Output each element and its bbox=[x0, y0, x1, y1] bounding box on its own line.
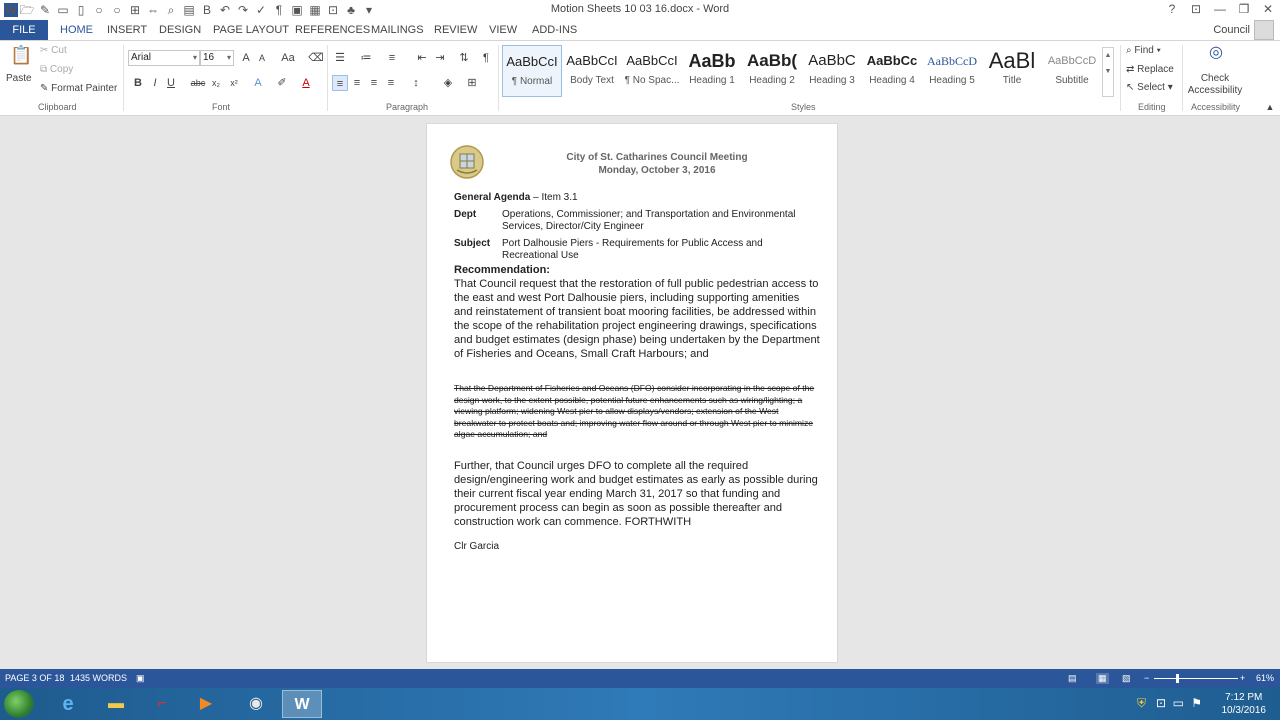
style-heading-4[interactable]: AaBbCc Heading 4 bbox=[866, 53, 918, 86]
status-bar bbox=[0, 669, 1280, 688]
indent-icon[interactable]: ⇔ bbox=[147, 3, 159, 17]
paste-icon[interactable]: 📋 bbox=[10, 45, 33, 65]
word-taskbar-icon[interactable]: W bbox=[282, 690, 322, 718]
circle-icon[interactable]: ○ bbox=[95, 3, 103, 17]
proofing-icon[interactable]: ▣ bbox=[136, 673, 145, 683]
subject-value: Port Dalhousie Piers - Requirements for Public Access and Recreational Use bbox=[502, 238, 763, 261]
line-spacing-icon[interactable]: ↕ bbox=[413, 77, 419, 89]
numbering-icon[interactable]: ≔ bbox=[360, 52, 372, 64]
minimize-icon[interactable]: — bbox=[1214, 2, 1226, 16]
justify-icon[interactable]: ≡ bbox=[387, 77, 395, 89]
title-bar bbox=[0, 0, 1280, 20]
divider bbox=[1120, 45, 1121, 111]
accessibility-check-icon[interactable]: ◎ bbox=[1209, 44, 1223, 61]
avatar[interactable] bbox=[1254, 20, 1274, 40]
accessibility-group-label: Accessibility bbox=[1191, 102, 1241, 112]
style-subtitle[interactable]: AaBbCcD Subtitle bbox=[1047, 55, 1097, 86]
paint-brush-icon[interactable]: ✎ bbox=[39, 3, 51, 17]
page-count[interactable]: PAGE 3 OF 18 bbox=[5, 673, 65, 683]
italic-button[interactable]: I bbox=[153, 77, 157, 89]
spelling-check-icon[interactable]: ✓ bbox=[255, 3, 267, 17]
system-clock[interactable] bbox=[1222, 691, 1267, 717]
bold-icon[interactable]: B bbox=[202, 3, 211, 17]
align-center-icon[interactable]: ≡ bbox=[353, 77, 361, 89]
font-size-combo[interactable]: 16 ▾ bbox=[200, 50, 234, 66]
bullets-icon[interactable]: ☰ bbox=[335, 52, 345, 64]
signer: Clr Garcia bbox=[454, 541, 500, 552]
open-folder-icon[interactable]: 🗁 bbox=[19, 3, 35, 17]
dept-value: Operations, Commissioner; and Transportation and Environmental Services, Director/City Engineer bbox=[502, 209, 796, 232]
styles-scroll[interactable]: ▲ ▼ bbox=[1102, 47, 1114, 97]
web-layout-icon[interactable]: ▧ bbox=[1122, 673, 1131, 683]
styles-gallery bbox=[500, 45, 1100, 97]
print-layout-icon[interactable]: ▦ bbox=[1098, 673, 1107, 683]
flag-icon[interactable]: ⚑ bbox=[1191, 696, 1202, 710]
document-page[interactable] bbox=[426, 123, 838, 663]
tab-view[interactable]: VIEW bbox=[489, 24, 518, 36]
network-icon[interactable]: ⊡ bbox=[1155, 696, 1166, 710]
clipboard-group-label: Clipboard bbox=[38, 102, 77, 112]
replace-button[interactable]: ⇄ Replace bbox=[1126, 64, 1174, 75]
style-heading-3[interactable]: AaBbC Heading 3 bbox=[808, 52, 856, 86]
taskbar bbox=[0, 688, 1280, 720]
clock-time: 7:12 PM bbox=[1225, 692, 1263, 703]
tab-review[interactable]: REVIEW bbox=[434, 24, 478, 36]
increase-indent-icon[interactable]: ⇥ bbox=[435, 52, 445, 64]
subject-label: Subject bbox=[454, 238, 491, 249]
meeting-title: City of St. Catharines Council Meeting bbox=[566, 152, 748, 163]
tab-insert[interactable]: INSERT bbox=[107, 24, 148, 36]
page-icon[interactable]: ▯ bbox=[77, 3, 85, 17]
font-name-combo[interactable]: Arial ▾ bbox=[128, 50, 200, 66]
style-normal[interactable]: AaBbCcI ¶ Normal bbox=[502, 45, 562, 97]
divider bbox=[1182, 45, 1183, 111]
find-button[interactable]: ⌕ Find ▾ bbox=[1126, 45, 1161, 56]
zoom-level[interactable]: 61% bbox=[1256, 673, 1275, 683]
ribbon-display-icon[interactable]: ⊡ bbox=[1190, 2, 1202, 16]
copy-button[interactable]: ⧉ Copy bbox=[40, 64, 74, 75]
ribbon bbox=[0, 40, 1280, 116]
zoom-page-icon[interactable]: ⊡ bbox=[327, 3, 339, 17]
clock-date: 10/3/2016 bbox=[1221, 705, 1266, 716]
recommendation-label: Recommendation: bbox=[454, 264, 550, 276]
dept-label: Dept bbox=[454, 209, 477, 220]
window-controls bbox=[1160, 0, 1280, 20]
meeting-date: Monday, October 3, 2016 bbox=[598, 165, 716, 176]
format-painter-button[interactable]: ✎ Format Painter bbox=[40, 83, 118, 94]
styles-group-label: Styles bbox=[791, 102, 816, 112]
tab-add-ins[interactable]: ADD-INS bbox=[532, 24, 578, 36]
binoculars-icon[interactable]: ⌕ bbox=[167, 3, 175, 17]
style-body-text[interactable]: AaBbCcI Body Text bbox=[566, 53, 618, 86]
chrome-icon[interactable]: ◉ bbox=[249, 695, 263, 712]
borders-icon[interactable]: ⊞ bbox=[467, 77, 477, 89]
zoom-slider-thumb[interactable] bbox=[1176, 674, 1179, 683]
pilcrow-icon[interactable]: ¶ bbox=[275, 3, 283, 17]
bold-button[interactable]: B bbox=[134, 77, 142, 89]
meeting-header bbox=[547, 151, 767, 177]
save-icon[interactable]: ▣ bbox=[291, 3, 303, 17]
file-explorer-icon[interactable]: ▬ bbox=[108, 695, 124, 712]
grow-font-button[interactable]: A bbox=[242, 52, 250, 64]
shading-icon[interactable]: ◈ bbox=[443, 77, 453, 89]
media-player-icon[interactable]: ▶ bbox=[199, 695, 213, 712]
strikethrough-button[interactable]: abc bbox=[190, 78, 206, 88]
further-paragraph: Further, that Council urges DFO to complete all the required design/engineering work and budget estimates as early as possible during their current fiscal year ending March 31, 2017 so that funding and procurement process can begin as soon as possible thereafter and construction work can commence. FORTHWITH bbox=[454, 460, 818, 528]
ribbon-tabs bbox=[0, 20, 1280, 40]
replace-icon: ⇄ bbox=[1126, 64, 1135, 75]
help-button[interactable]: ? bbox=[1168, 2, 1176, 16]
circle-icon[interactable]: ○ bbox=[113, 3, 121, 17]
document-area[interactable] bbox=[0, 117, 1280, 669]
internet-explorer-icon[interactable]: e bbox=[62, 693, 74, 715]
clear-format-icon[interactable]: ⌫ bbox=[308, 52, 324, 64]
cursor-icon: ↖ bbox=[1126, 82, 1135, 93]
change-case-button[interactable]: Aa bbox=[281, 52, 295, 64]
binoculars-icon: ⌕ bbox=[1126, 45, 1132, 56]
text-effects-icon[interactable]: A bbox=[254, 77, 262, 89]
underline-button[interactable]: U bbox=[167, 77, 175, 89]
undo-icon[interactable]: ↶ bbox=[219, 3, 231, 17]
agenda-line: General Agenda – Item 3.1 bbox=[454, 192, 578, 203]
city-crest-logo bbox=[449, 144, 485, 180]
battery-icon[interactable]: ▭ bbox=[1172, 696, 1184, 710]
tree-icon[interactable]: ♣ bbox=[347, 3, 355, 17]
paragraph-group-label: Paragraph bbox=[386, 102, 429, 112]
editing-group-label: Editing bbox=[1138, 102, 1166, 112]
start-button-icon[interactable] bbox=[4, 690, 34, 718]
zoom-out-icon[interactable]: − bbox=[1144, 673, 1150, 683]
show-marks-icon[interactable]: ¶ bbox=[483, 52, 489, 64]
word-count[interactable]: 1435 WORDS bbox=[70, 673, 128, 683]
shrink-font-button[interactable]: A bbox=[258, 53, 265, 63]
save-as-icon[interactable]: ▦ bbox=[309, 3, 321, 17]
select-button[interactable]: ↖ Select ▾ bbox=[1126, 82, 1173, 93]
zoom-slider[interactable] bbox=[1154, 678, 1238, 679]
cut-button[interactable]: ✂ Cut bbox=[40, 45, 67, 56]
divider bbox=[327, 45, 328, 111]
divider bbox=[123, 45, 124, 111]
read-mode-icon[interactable]: ▤ bbox=[1068, 673, 1077, 683]
font-color-icon[interactable]: A bbox=[302, 77, 310, 89]
subscript-button[interactable]: x₂ bbox=[212, 78, 220, 88]
redo-icon[interactable]: ↷ bbox=[237, 3, 249, 17]
style-heading-2[interactable]: AaBb( Heading 2 bbox=[746, 51, 798, 86]
scissors-icon: ✂ bbox=[40, 45, 49, 56]
table-icon[interactable]: ⊞ bbox=[129, 3, 141, 17]
shield-icon[interactable]: ⛨ bbox=[1136, 696, 1146, 710]
superscript-button[interactable]: x² bbox=[230, 78, 238, 88]
style-heading-5[interactable]: AaBbCcD Heading 5 bbox=[927, 54, 977, 86]
customize-qat-icon[interactable]: ▾ bbox=[365, 3, 373, 17]
style-heading-1[interactable]: AaBb Heading 1 bbox=[688, 51, 736, 86]
close-icon[interactable]: ✕ bbox=[1262, 2, 1274, 16]
tab-mailings[interactable]: MAILINGS bbox=[371, 24, 424, 36]
brush-icon: ✎ bbox=[40, 83, 49, 94]
highlight-icon[interactable]: ✐ bbox=[277, 77, 287, 89]
style-title[interactable]: AaBl Title bbox=[988, 48, 1036, 86]
new-doc-icon[interactable]: ▭ bbox=[57, 3, 69, 17]
divider bbox=[498, 45, 499, 111]
multilevel-list-icon[interactable]: ≡ bbox=[388, 52, 396, 64]
print-preview-icon[interactable]: ▤ bbox=[183, 3, 195, 17]
stapler-app-icon[interactable]: ⌐ bbox=[157, 695, 167, 712]
tab-references[interactable]: REFERENCES bbox=[295, 24, 371, 36]
recommendation-text: That Council request that the restoration of full public pedestrian access to the east and west Port Dalhousie piers, including supporting amenities and reinstatement of transient boat mooring facilities, be addressed within the scope of the rehabilitation project engineering drawings, specifications and budget estimates (design phase) being undertaken by the Department of Fisheries and Oceans, Small Craft Harbours; and bbox=[454, 278, 820, 360]
style-no-spacing[interactable]: AaBbCcI ¶ No Spac... bbox=[624, 53, 680, 86]
tab-home[interactable]: HOME bbox=[60, 24, 93, 36]
sort-icon[interactable]: ⇅ bbox=[459, 52, 469, 64]
tab-page-layout[interactable]: PAGE LAYOUT bbox=[213, 24, 290, 36]
align-right-icon[interactable]: ≡ bbox=[370, 77, 378, 89]
copy-icon: ⧉ bbox=[40, 64, 48, 75]
align-left-icon[interactable]: ≡ bbox=[332, 75, 348, 91]
check-accessibility-button[interactable]: Check Accessibility bbox=[1187, 73, 1243, 96]
restore-icon[interactable]: ❐ bbox=[1238, 2, 1250, 16]
decrease-indent-icon[interactable]: ⇤ bbox=[417, 52, 427, 64]
struck-paragraph: That the Department of Fisheries and Oceans (DFO) consider incorporating in the scope of the design work, to the extent possible, potential future enhancements such as wiring/lighting; a viewing platform; widening West pier to allow displays/vendors; extension of the West breakwater to protect boats and; improving water flow around or through West pier to minimize algae accumulation; and bbox=[454, 383, 815, 439]
font-group-label: Font bbox=[212, 102, 231, 112]
tab-file[interactable]: FILE bbox=[0, 20, 48, 40]
zoom-in-icon[interactable]: + bbox=[1240, 673, 1246, 683]
user-account[interactable]: Council bbox=[1213, 24, 1250, 36]
word-logo-icon[interactable]: W bbox=[5, 3, 17, 17]
window-title: Motion Sheets 10 03 16.docx - Word bbox=[550, 3, 730, 15]
collapse-ribbon-icon[interactable]: ▲ bbox=[1265, 102, 1275, 112]
tab-design[interactable]: DESIGN bbox=[159, 24, 202, 36]
paste-button[interactable]: Paste bbox=[6, 73, 32, 84]
